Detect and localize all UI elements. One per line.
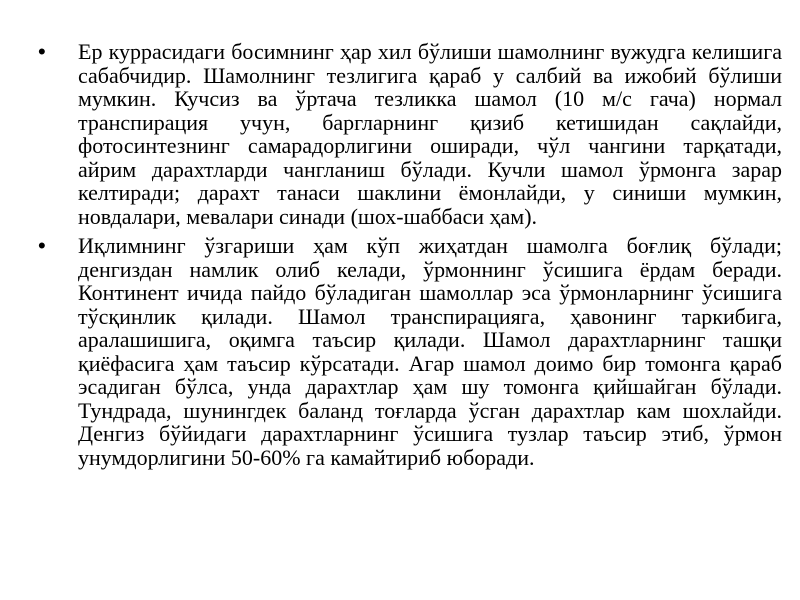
bullet-text: Иқлимнинг ўзгариши ҳам кўп жиҳатдан шамолга боғлиқ бўлади; денгиздан намлик олиб келади, ўрмоннинг ўсишига ёрдам беради. Континент ичида пайдо бўладиган шамоллар эса ўрмонларнинг ўсишига тўсқинлик қилади. Шамол транспирацияга, ҳавонинг таркибига, аралашишига, оқимга таъсир қилади. Шамол дарахтларнинг ташқи қиёфасига ҳам таъсир кўрсатади. Агар шамол доимо бир томонга қараб эсадиган бўлса, унда дарахтлар ҳам шу томонга қийшайган бўлади. Тундрада, шунингдек баланд тоғларда ўсган дарахтлар кам шохлайди. Денгиз бўйидаги дарахтларнинг ўсишига тузлар таъсир этиб, ўрмон унумдорлигини 50-60% га камайтириб юборади.	[78, 233, 782, 470]
bullet-text: Ер куррасидаги босимнинг ҳар хил бўлиши шамолнинг вужудга келишига сабабчидир. Шамолнинг тезлигига қараб у салбий ва ижобий бўлиши мумкин. Кучсиз ва ўртача тезликка шамол (10 м/с гача) нормал транспирация учун, баргларнинг қизиб кетишидан сақлайди, фотосинтезнинг самарадорлигини оширади, чўл чангини тарқатади, айрим дарахтларди чангланиш бўлади. Кучли шамол ўрмонга зарар келтиради; дарахт танаси шаклини ёмонлайди, у синиши мумкин, новдалари, мевалари синади (шох-шаббаси ҳам).	[78, 39, 782, 229]
bullet-item-wind-pressure	[38, 40, 782, 228]
bullet-list	[38, 40, 782, 475]
bullet-item-climate-change	[38, 234, 782, 469]
bullet-dot-icon: •	[38, 39, 46, 64]
bullet-dot-icon: •	[38, 233, 46, 258]
